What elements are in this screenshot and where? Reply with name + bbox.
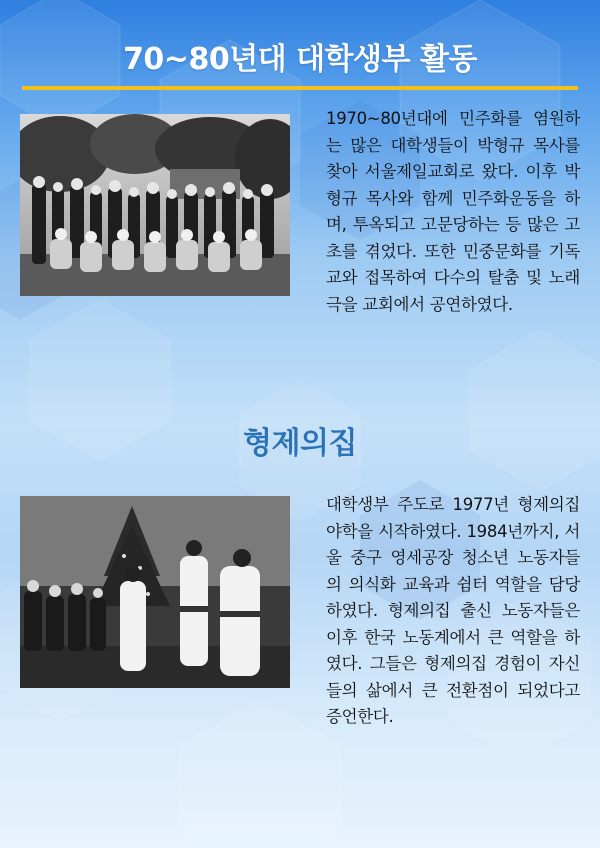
title-underline (22, 86, 578, 90)
section-title-brothers-house: 형제의집 (243, 426, 357, 461)
group-photo (20, 114, 290, 296)
section-title-university-activities: 70~80년대 대학생부 활동 (123, 42, 477, 77)
section2-paragraph: 대학생부 주도로 1977년 형제의집 야학을 시작하였다. 1984년까지, 서울 중구 영세공장 청소년 노동자들의 의식화 교육과 쉼터 역할을 담당하였다. 형제의집 출신 노동자들은 이후 한국 노동계에서 큰 역할을 하였다. 그들은 형제의집 경험이 자신들의 삶에서 큰 전환점이 되었다고 증언한다. (326, 495, 580, 726)
section1-paragraph: 1970~80년대에 민주화를 염원하는 많은 대학생들이 박형규 목사를 찾아 서울제일교회로 왔다. 이후 박형규 목사와 함께 민주화운동을 하며, 투옥되고 고문당하는 등 많은 고초를 겪었다. 또한 민중문화를 기독교와 접목하여 다수의 탈춤 및 노래극을 교회에서 공연하였다. (326, 109, 580, 314)
mask-dance-photo (20, 496, 290, 688)
